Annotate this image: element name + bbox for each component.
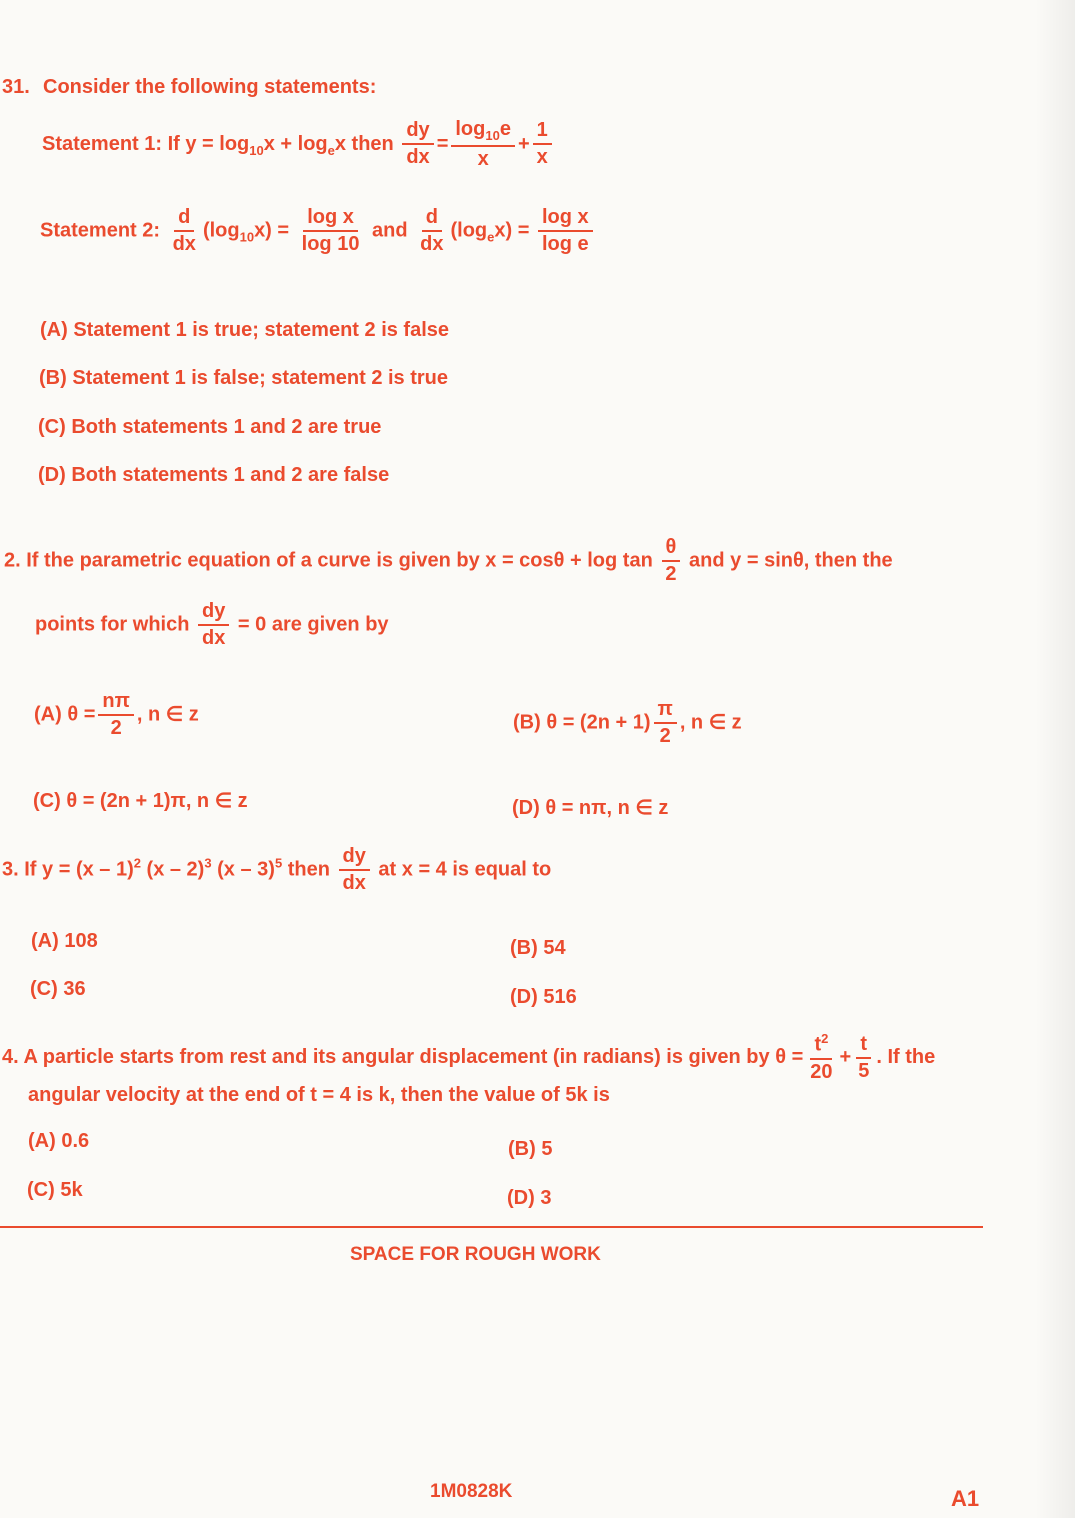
fraction: $\frac{\text{log x}}{\text{log e}}$	[538, 206, 593, 256]
option-a: (A) 108	[31, 930, 98, 952]
option-d: (D) Both statements 1 and 2 are false	[38, 464, 390, 486]
option-a: (A) Statement 1 is true; statement 2 is false	[40, 319, 450, 341]
option-d: (D) 3	[507, 1187, 552, 1209]
statement-2: Statement 2: $\frac{d}{dx}$ $(\log_{10}x)$ = $\frac{\text{log x}}{\log 10}$ and $\frac{d}{dx}$ $(\log_ex)$ = $\frac{\text{log x}}{\text{log e}}$	[40, 206, 596, 256]
question-number: 3.	[2, 858, 19, 881]
question-stem-line-2: angular velocity at the end of t = 4 is k, then the value of 5k is	[28, 1084, 610, 1106]
option-b: (B) 54	[510, 937, 566, 959]
fraction: $\frac{t}{5}$	[858, 1032, 870, 1082]
fraction: $\frac{t^2}{20}$	[810, 1031, 833, 1083]
option-b: (B) Statement 1 is false; statement 2 is true	[39, 367, 449, 389]
question-stem: 4. A particle starts from rest and its angular displacement (in radians) is given by θ = $\frac{t^2}{20}$ + $\frac{t}{5}$ . If the	[2, 1031, 936, 1083]
option-b: (B) θ = (2n + 1) $\frac{\pi}{2}$ , n ∈ z	[513, 698, 742, 747]
question-stem: Consider the following statements:	[43, 76, 377, 98]
fraction: $\frac{dy}{dx}$	[198, 600, 229, 650]
option-c: (C) θ = (2n + 1)π, n ∈ z	[33, 790, 248, 812]
fraction: $\frac{\pi}{2}$	[654, 698, 677, 748]
option-c: (C) Both statements 1 and 2 are true	[38, 416, 382, 438]
option-d: (D) 516	[510, 986, 577, 1008]
fraction: $\frac{1}{x}$	[533, 119, 552, 169]
question-number: 4.	[2, 1046, 19, 1069]
fraction: $\frac{dy}{dx}$	[402, 119, 433, 169]
fraction: $\frac{n\pi}{2}$	[98, 690, 134, 740]
fraction: $\frac{dy}{dx}$	[339, 845, 370, 895]
option-b: (B) 5	[508, 1138, 553, 1160]
rough-work-heading: SPACE FOR ROUGH WORK	[350, 1244, 601, 1265]
question-stem: 2. If the parametric equation of a curve is given by x = cosθ + log tan $\frac{\theta}{2}$ and y = sinθ, then the	[4, 536, 893, 585]
question-number: 31.	[2, 76, 30, 98]
option-a: (A) 0.6	[28, 1130, 90, 1152]
question-number: 2.	[4, 549, 21, 572]
statement-1: Statement 1: If $y = \log_{10}x + \log_ex$ then $\frac{dy}{dx}$ = $\frac{\log_{10}e}{x}$ + $\frac{1}{x}$	[42, 118, 555, 171]
option-c: (C) 36	[30, 978, 86, 1000]
option-d: (D) θ = nπ, n ∈ z	[512, 797, 669, 819]
option-a: (A) θ = $\frac{n\pi}{2}$ , n ∈ z	[34, 690, 199, 739]
fraction: $\frac{\theta}{2}$	[661, 536, 680, 586]
fraction: $\frac{d}{dx}$	[420, 206, 444, 255]
question-stem-line-2: points for which $\frac{dy}{dx}$ = 0 are given by	[35, 600, 389, 649]
question-stem: 3. If y = (x – 1)$^2$ (x – 2)$^3$ (x – 3)$^5$ then $\frac{dy}{dx}$ at x = 4 is equal to	[2, 845, 552, 894]
booklet-code: 1M0828K	[430, 1481, 513, 1502]
fraction: $\frac{d}{dx}$	[172, 206, 196, 255]
fraction: $\frac{\text{log x}}{\log 10}$	[301, 206, 360, 255]
fraction: $\frac{\log_{10}e}{x}$	[451, 118, 515, 171]
option-c: (C) 5k	[27, 1179, 83, 1201]
divider-line	[0, 1226, 983, 1228]
series-label: A1	[951, 1486, 980, 1511]
page-shadow-edge	[1035, 0, 1075, 1518]
